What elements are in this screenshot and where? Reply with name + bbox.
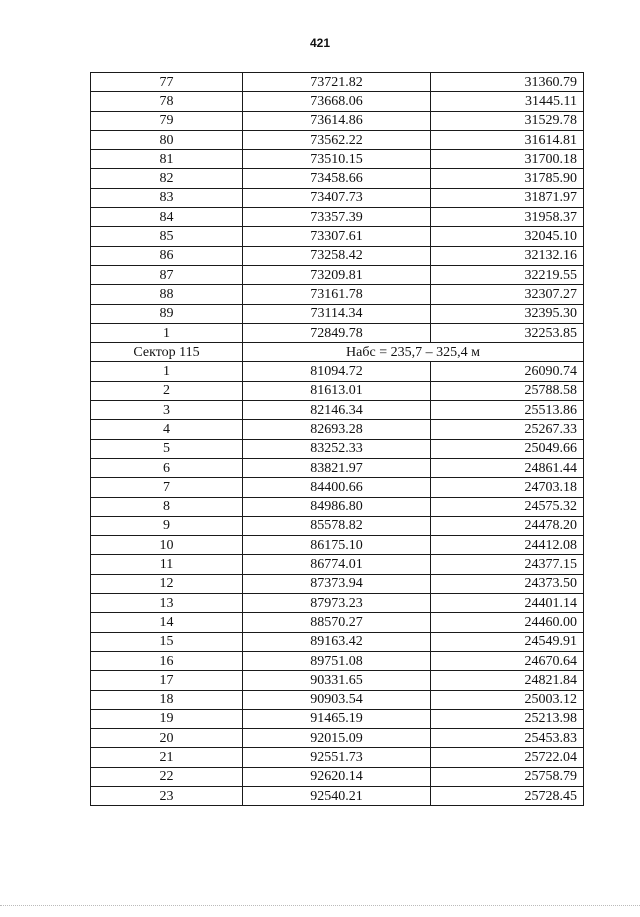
table-row [91, 497, 584, 516]
y-coordinate-cell: 24575.32 [431, 497, 584, 516]
table-row [91, 362, 584, 381]
table-row [91, 401, 584, 420]
x-coordinate-cell: 73307.61 [243, 227, 431, 246]
table-row [91, 208, 584, 227]
point-number-cell: 85 [91, 227, 243, 246]
table-row [91, 536, 584, 555]
coordinates-table [90, 72, 584, 806]
x-coordinate-cell: 89751.08 [243, 651, 431, 670]
table-row [91, 594, 584, 613]
y-coordinate-cell: 25758.79 [431, 767, 584, 786]
x-coordinate-cell: 92620.14 [243, 767, 431, 786]
table-row [91, 439, 584, 458]
table-row [91, 516, 584, 535]
point-number-cell: 4 [91, 420, 243, 439]
y-coordinate-cell: 32307.27 [431, 285, 584, 304]
y-coordinate-cell: 25267.33 [431, 420, 584, 439]
x-coordinate-cell: 90331.65 [243, 671, 431, 690]
point-number-cell: 13 [91, 594, 243, 613]
y-coordinate-cell: 24412.08 [431, 536, 584, 555]
x-coordinate-cell: 92015.09 [243, 729, 431, 748]
table-row [91, 729, 584, 748]
y-coordinate-cell: 24861.44 [431, 458, 584, 477]
y-coordinate-cell: 32219.55 [431, 265, 584, 284]
table-row [91, 73, 584, 92]
table-row [91, 671, 584, 690]
y-coordinate-cell: 24821.84 [431, 671, 584, 690]
point-number-cell: 89 [91, 304, 243, 323]
point-number-cell: 77 [91, 73, 243, 92]
point-number-cell: 78 [91, 92, 243, 111]
table-row [91, 188, 584, 207]
table-row [91, 265, 584, 284]
point-number-cell: 21 [91, 748, 243, 767]
y-coordinate-cell: 25049.66 [431, 439, 584, 458]
x-coordinate-cell: 73209.81 [243, 265, 431, 284]
x-coordinate-cell: 87373.94 [243, 574, 431, 593]
y-coordinate-cell: 31445.11 [431, 92, 584, 111]
x-coordinate-cell: 73562.22 [243, 130, 431, 149]
y-coordinate-cell: 24401.14 [431, 594, 584, 613]
table-row [91, 478, 584, 497]
point-number-cell: 19 [91, 709, 243, 728]
x-coordinate-cell: 73721.82 [243, 73, 431, 92]
table-row [91, 304, 584, 323]
y-coordinate-cell: 31614.81 [431, 130, 584, 149]
point-number-cell: 88 [91, 285, 243, 304]
page-number: 421 [309, 36, 331, 50]
table-row [91, 748, 584, 767]
x-coordinate-cell: 90903.54 [243, 690, 431, 709]
point-number-cell: 79 [91, 111, 243, 130]
point-number-cell: 6 [91, 458, 243, 477]
y-coordinate-cell: 24670.64 [431, 651, 584, 670]
point-number-cell: 84 [91, 208, 243, 227]
table-row [91, 574, 584, 593]
x-coordinate-cell: 73614.86 [243, 111, 431, 130]
table-row [91, 130, 584, 149]
y-coordinate-cell: 31360.79 [431, 73, 584, 92]
table-row [91, 169, 584, 188]
y-coordinate-cell: 24549.91 [431, 632, 584, 651]
sector-row-group [91, 343, 584, 362]
point-number-cell: 9 [91, 516, 243, 535]
table-row [91, 92, 584, 111]
x-coordinate-cell: 73458.66 [243, 169, 431, 188]
point-number-cell: 15 [91, 632, 243, 651]
table-row [91, 285, 584, 304]
table-row [91, 786, 584, 805]
point-number-cell: 16 [91, 651, 243, 670]
point-number-cell: 11 [91, 555, 243, 574]
x-coordinate-cell: 81094.72 [243, 362, 431, 381]
y-coordinate-cell: 24703.18 [431, 478, 584, 497]
table-row [91, 709, 584, 728]
x-coordinate-cell: 91465.19 [243, 709, 431, 728]
x-coordinate-cell: 73258.42 [243, 246, 431, 265]
point-number-cell: 1 [91, 323, 243, 342]
x-coordinate-cell: 73357.39 [243, 208, 431, 227]
sector-label: Сектор 115 [91, 343, 243, 362]
point-number-cell: 22 [91, 767, 243, 786]
x-coordinate-cell: 83252.33 [243, 439, 431, 458]
y-coordinate-cell: 26090.74 [431, 362, 584, 381]
x-coordinate-cell: 73668.06 [243, 92, 431, 111]
x-coordinate-cell: 83821.97 [243, 458, 431, 477]
point-number-cell: 12 [91, 574, 243, 593]
x-coordinate-cell: 82693.28 [243, 420, 431, 439]
y-coordinate-cell: 25788.58 [431, 381, 584, 400]
y-coordinate-cell: 32395.30 [431, 304, 584, 323]
point-number-cell: 23 [91, 786, 243, 805]
table-row [91, 150, 584, 169]
rows-before [91, 73, 584, 343]
y-coordinate-cell: 25728.45 [431, 786, 584, 805]
point-number-cell: 17 [91, 671, 243, 690]
y-coordinate-cell: 31871.97 [431, 188, 584, 207]
x-coordinate-cell: 88570.27 [243, 613, 431, 632]
point-number-cell: 20 [91, 729, 243, 748]
table-row [91, 690, 584, 709]
point-number-cell: 2 [91, 381, 243, 400]
table-row [91, 555, 584, 574]
table-row [91, 613, 584, 632]
table-row [91, 381, 584, 400]
point-number-cell: 83 [91, 188, 243, 207]
table-row [91, 420, 584, 439]
point-number-cell: 80 [91, 130, 243, 149]
x-coordinate-cell: 81613.01 [243, 381, 431, 400]
point-number-cell: 82 [91, 169, 243, 188]
x-coordinate-cell: 73407.73 [243, 188, 431, 207]
point-number-cell: 8 [91, 497, 243, 516]
y-coordinate-cell: 31958.37 [431, 208, 584, 227]
y-coordinate-cell: 32132.16 [431, 246, 584, 265]
table-row [91, 323, 584, 342]
x-coordinate-cell: 73510.15 [243, 150, 431, 169]
point-number-cell: 5 [91, 439, 243, 458]
y-coordinate-cell: 25513.86 [431, 401, 584, 420]
point-number-cell: 81 [91, 150, 243, 169]
table-row [91, 111, 584, 130]
table-row [91, 227, 584, 246]
y-coordinate-cell: 25722.04 [431, 748, 584, 767]
point-number-cell: 3 [91, 401, 243, 420]
sector-altitude: Набс = 235,7 – 325,4 м [243, 343, 584, 362]
point-number-cell: 14 [91, 613, 243, 632]
scan-edge-line [0, 905, 640, 906]
x-coordinate-cell: 86175.10 [243, 536, 431, 555]
point-number-cell: 87 [91, 265, 243, 284]
y-coordinate-cell: 24478.20 [431, 516, 584, 535]
y-coordinate-cell: 24373.50 [431, 574, 584, 593]
x-coordinate-cell: 72849.78 [243, 323, 431, 342]
point-number-cell: 10 [91, 536, 243, 555]
y-coordinate-cell: 25003.12 [431, 690, 584, 709]
y-coordinate-cell: 31785.90 [431, 169, 584, 188]
point-number-cell: 1 [91, 362, 243, 381]
table-row [91, 458, 584, 477]
y-coordinate-cell: 25213.98 [431, 709, 584, 728]
table-row [91, 651, 584, 670]
point-number-cell: 86 [91, 246, 243, 265]
y-coordinate-cell: 32253.85 [431, 323, 584, 342]
y-coordinate-cell: 31529.78 [431, 111, 584, 130]
x-coordinate-cell: 92540.21 [243, 786, 431, 805]
x-coordinate-cell: 85578.82 [243, 516, 431, 535]
point-number-cell: 18 [91, 690, 243, 709]
x-coordinate-cell: 87973.23 [243, 594, 431, 613]
x-coordinate-cell: 92551.73 [243, 748, 431, 767]
x-coordinate-cell: 73161.78 [243, 285, 431, 304]
table-row [91, 767, 584, 786]
y-coordinate-cell: 32045.10 [431, 227, 584, 246]
x-coordinate-cell: 82146.34 [243, 401, 431, 420]
x-coordinate-cell: 89163.42 [243, 632, 431, 651]
x-coordinate-cell: 84986.80 [243, 497, 431, 516]
y-coordinate-cell: 24460.00 [431, 613, 584, 632]
sector-header-row [91, 343, 584, 362]
rows-after [91, 362, 584, 806]
x-coordinate-cell: 84400.66 [243, 478, 431, 497]
x-coordinate-cell: 86774.01 [243, 555, 431, 574]
table-row [91, 632, 584, 651]
y-coordinate-cell: 24377.15 [431, 555, 584, 574]
x-coordinate-cell: 73114.34 [243, 304, 431, 323]
y-coordinate-cell: 31700.18 [431, 150, 584, 169]
point-number-cell: 7 [91, 478, 243, 497]
table-row [91, 246, 584, 265]
y-coordinate-cell: 25453.83 [431, 729, 584, 748]
